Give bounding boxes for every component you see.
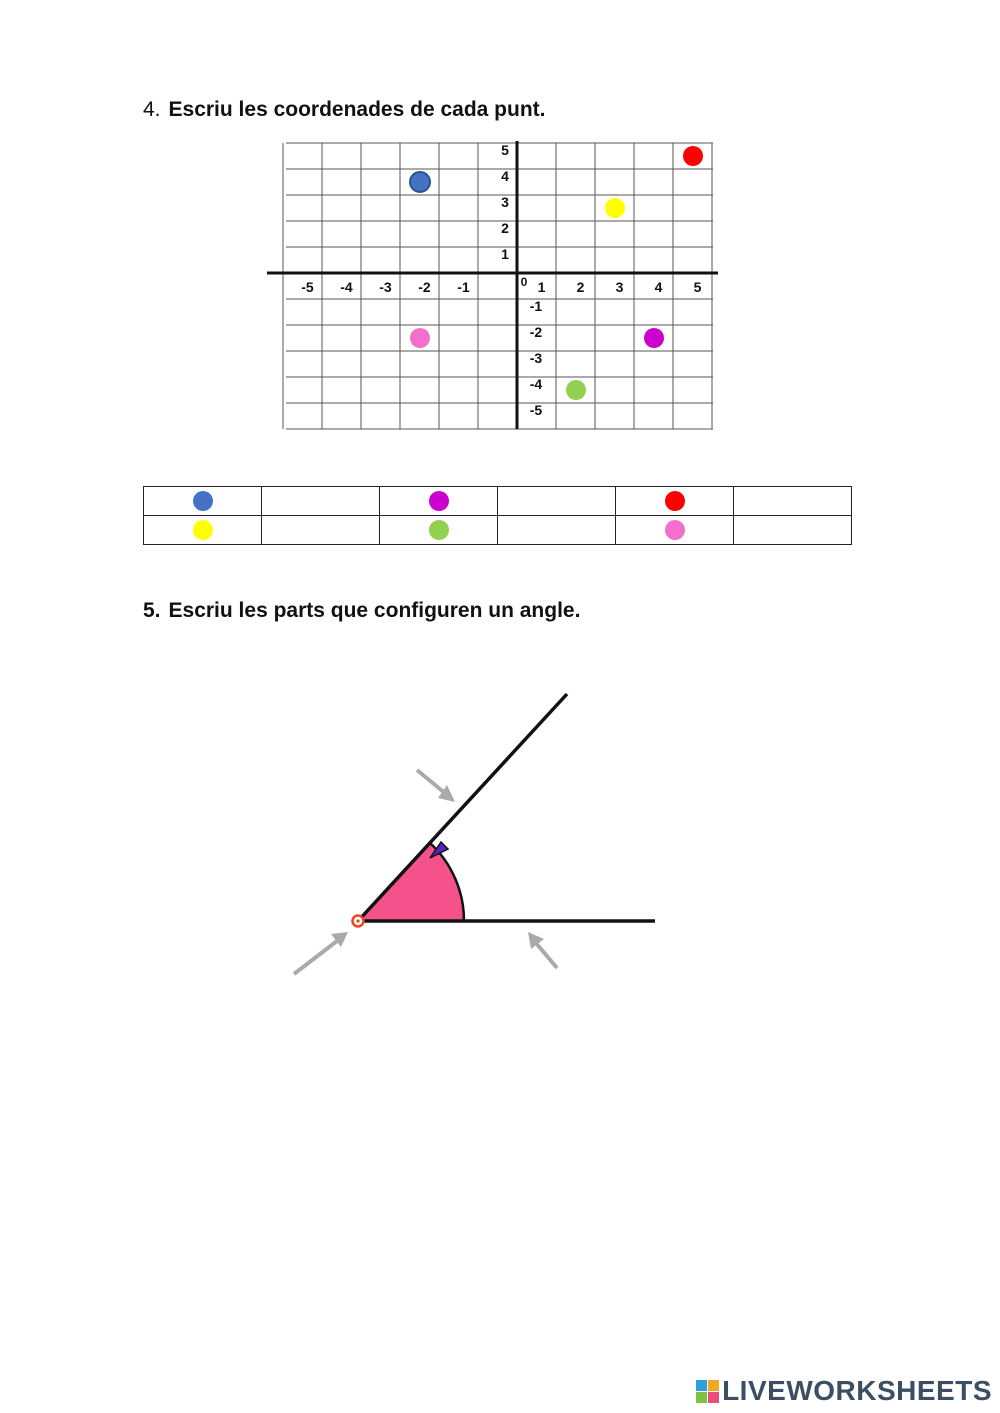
y-tick-label: -2	[529, 324, 543, 340]
y-tick-label: -1	[529, 298, 543, 314]
arrow-head-icon	[528, 932, 544, 949]
color-dot-icon	[429, 520, 449, 540]
point-blue	[410, 172, 430, 192]
color-cell	[616, 487, 734, 516]
color-cell	[380, 516, 498, 545]
x-tick-label: 3	[615, 279, 624, 295]
coordinate-answer-input[interactable]	[262, 487, 379, 515]
y-tick-label: -3	[529, 350, 543, 366]
liveworksheets-brand	[696, 1375, 992, 1407]
liveworksheets-logo-icon	[696, 1380, 719, 1403]
color-cell	[144, 516, 262, 545]
arrow-to-vertex	[294, 941, 337, 974]
angle-sector	[358, 843, 464, 921]
arrow-to-side-upper	[417, 770, 446, 794]
point-green	[566, 380, 586, 400]
point-purple	[644, 328, 664, 348]
x-tick-label: -3	[379, 279, 392, 295]
x-tick-label: -4	[340, 279, 353, 295]
answer-cell	[498, 516, 616, 545]
arrow-to-side-lower	[536, 943, 557, 968]
color-cell	[616, 516, 734, 545]
coordinate-grid-chart	[0, 0, 1000, 470]
angle-side-upper	[358, 694, 567, 921]
question-number: 5.	[143, 599, 161, 622]
answer-cell	[734, 516, 852, 545]
question-text: Escriu les parts que configuren un angle.	[168, 599, 581, 622]
answer-row	[144, 516, 852, 545]
color-dot-icon	[193, 520, 213, 540]
color-dot-icon	[193, 491, 213, 511]
point-red	[683, 146, 703, 166]
color-dot-icon	[665, 520, 685, 540]
answer-cell	[262, 487, 380, 516]
point-pink	[410, 328, 430, 348]
y-tick-label: -4	[529, 376, 543, 392]
answer-cell	[498, 487, 616, 516]
y-tick-label: 5	[501, 142, 509, 158]
x-tick-label: -2	[418, 279, 431, 295]
vertex-dot-center	[356, 919, 359, 922]
x-tick-label: -1	[457, 279, 470, 295]
answer-cell	[262, 516, 380, 545]
question-number: 4.	[143, 98, 161, 121]
brand-name: LIVEWORKSHEETS	[722, 1375, 992, 1406]
origin-label: 0	[520, 275, 528, 289]
coordinate-answer-input[interactable]	[262, 516, 379, 544]
x-tick-label: 2	[576, 279, 585, 295]
axes	[267, 141, 718, 429]
point-yellow	[605, 198, 625, 218]
coordinate-answer-input[interactable]	[734, 487, 851, 515]
question-text: Escriu les coordenades de cada punt.	[168, 98, 546, 121]
answer-table	[143, 486, 852, 545]
coordinate-answer-input[interactable]	[498, 516, 615, 544]
question-5-title	[143, 599, 580, 623]
answer-cell	[734, 487, 852, 516]
coordinate-answer-input[interactable]	[734, 516, 851, 544]
y-tick-label: 3	[501, 194, 509, 210]
angle-diagram	[0, 660, 1000, 1000]
x-tick-label: 1	[537, 279, 546, 295]
x-tick-label: 5	[693, 279, 702, 295]
color-cell	[144, 487, 262, 516]
y-tick-label: 4	[501, 168, 509, 184]
x-tick-label: -5	[301, 279, 314, 295]
x-tick-label: 4	[654, 279, 663, 295]
y-tick-label: -5	[529, 402, 543, 418]
color-cell	[380, 487, 498, 516]
answer-row	[144, 487, 852, 516]
color-dot-icon	[665, 491, 685, 511]
y-tick-label: 1	[501, 246, 509, 262]
color-dot-icon	[429, 491, 449, 511]
coordinate-answer-input[interactable]	[498, 487, 615, 515]
y-tick-label: 2	[501, 220, 509, 236]
